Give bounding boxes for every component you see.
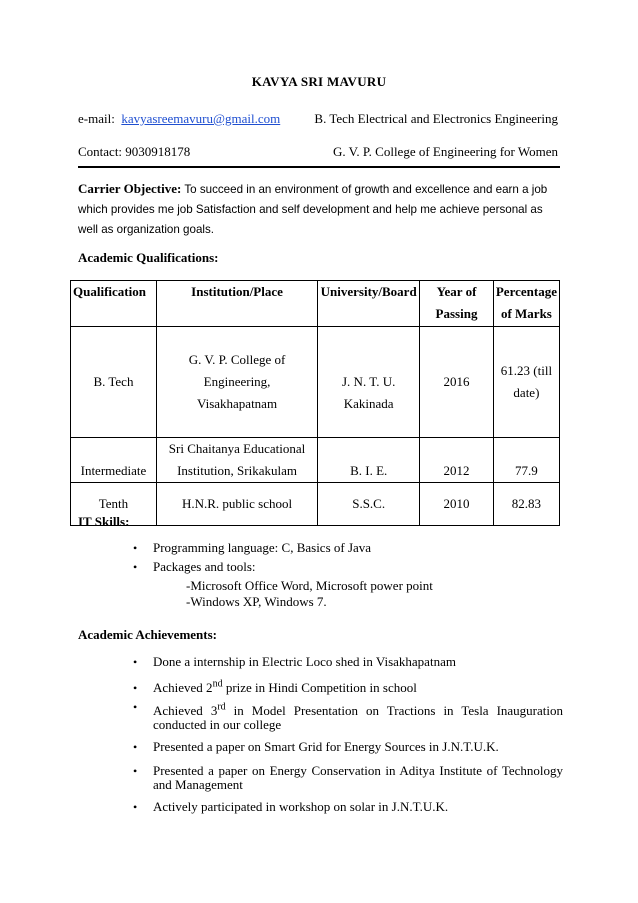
institution-cell	[156, 438, 317, 483]
bullet-icon: •	[133, 655, 138, 669]
academic-qualifications-heading: Academic Qualifications:	[78, 250, 219, 265]
bullet-icon: •	[133, 700, 138, 715]
bullet-icon: •	[133, 681, 138, 695]
achievement-text: Done a internship in Electric Loco shed in Visakhapatnam	[153, 654, 456, 669]
percentage-cell: 82.83	[493, 483, 559, 526]
it-skills-list	[133, 541, 563, 574]
qualification-cell: Tenth	[71, 483, 157, 526]
column-header: Qualification	[71, 281, 157, 327]
list-item	[133, 655, 563, 669]
list-item	[133, 700, 563, 731]
email-link[interactable]: kavyasreemavuru@gmail.com	[121, 111, 281, 126]
institution-line: Engineering,	[203, 374, 271, 389]
institution-cell	[156, 327, 317, 438]
column-header: Percentage of Marks	[493, 281, 559, 327]
year-cell: 2012	[420, 438, 494, 483]
achievement-text-part: in Model Presentation on Tractions in Tesla Inauguration conducted in our college	[153, 702, 564, 732]
bullet-icon: •	[133, 560, 138, 574]
list-item	[133, 677, 563, 696]
contact-text: Contact: 9030918178	[78, 144, 191, 159]
achievement-text: Actively participated in workshop on solar in J.N.T.U.K.	[153, 798, 449, 814]
bullet-icon: •	[133, 763, 138, 778]
academic-achievements-heading: Academic Achievements:	[78, 627, 217, 642]
bullet-icon: •	[133, 541, 138, 555]
institution-line: Institution, Srikakulam	[177, 463, 297, 478]
year-cell: 2010	[420, 483, 494, 526]
skill-text: Programming language: C, Basics of Java	[153, 540, 372, 555]
achievement-text	[153, 703, 563, 732]
list-item	[133, 740, 563, 754]
email-line	[78, 111, 280, 127]
it-skills-heading: IT Skills:	[78, 514, 130, 529]
institution-line: Visakhapatnam	[196, 396, 278, 411]
institution-cell: H.N.R. public school	[156, 483, 317, 526]
board-line: J. N. T. U.	[342, 374, 396, 389]
email-label: e-mail:	[78, 111, 115, 126]
qualifications-table	[70, 280, 560, 526]
list-item	[133, 800, 563, 814]
skill-text: Packages and tools:	[153, 559, 256, 574]
list-item	[133, 541, 563, 555]
percentage-cell: 77.9	[493, 438, 559, 483]
board-cell	[318, 327, 420, 438]
percentage-cell: 61.23 (till date)	[493, 327, 559, 438]
achievement-text-part: Achieved 2	[153, 680, 213, 696]
college-text: G. V. P. College of Engineering for Women	[333, 144, 558, 159]
resume-name: KAVYA SRI MAVURU	[251, 74, 387, 89]
table-row	[71, 438, 560, 483]
table-row	[71, 483, 560, 526]
qualification-cell: Intermediate	[71, 438, 157, 483]
board-cell: S.S.C.	[318, 483, 420, 526]
career-objective	[78, 179, 562, 240]
objective-label: Carrier Objective:	[78, 181, 182, 196]
skill-sub-item: -Microsoft Office Word, Microsoft power point	[186, 578, 433, 593]
header-divider	[78, 166, 560, 168]
list-item	[133, 560, 563, 574]
qualification-cell: B. Tech	[71, 327, 157, 438]
achievement-text: Presented a paper on Smart Grid for Energy Sources in J.N.T.U.K.	[153, 738, 499, 754]
superscript: nd	[212, 679, 223, 690]
institution-line: Sri Chaitanya Educational	[168, 441, 306, 456]
achievement-text	[153, 680, 417, 695]
table-header-row	[71, 281, 560, 327]
achievement-text-part: prize in Hindi Competition in school	[222, 680, 417, 696]
list-item	[133, 764, 563, 792]
column-header: University/Board	[318, 281, 420, 327]
column-header: Year of Passing	[420, 281, 494, 327]
bullet-icon: •	[133, 799, 138, 814]
degree-text: B. Tech Electrical and Electronics Engineering	[314, 111, 558, 126]
achievements-list	[133, 655, 563, 814]
achievement-text-part: Achieved 3	[153, 702, 218, 718]
skill-sub-item: -Windows XP, Windows 7.	[186, 594, 327, 609]
bullet-icon: •	[133, 739, 138, 754]
achievement-text: Presented a paper on Energy Conservation in Aditya Institute of Technology and Management	[153, 762, 563, 792]
table-row	[71, 327, 560, 438]
superscript: rd	[217, 701, 226, 713]
board-line: Kakinada	[343, 396, 394, 411]
institution-line: G. V. P. College of	[188, 352, 286, 367]
board-cell: B. I. E.	[318, 438, 420, 483]
year-cell: 2016	[420, 327, 494, 438]
objective-text: To succeed in an environment of growth and excellence and earn a job which provides me job Satisfaction and self development and help me achieve personal as well as organization goals.	[78, 183, 548, 236]
column-header: Institution/Place	[156, 281, 317, 327]
